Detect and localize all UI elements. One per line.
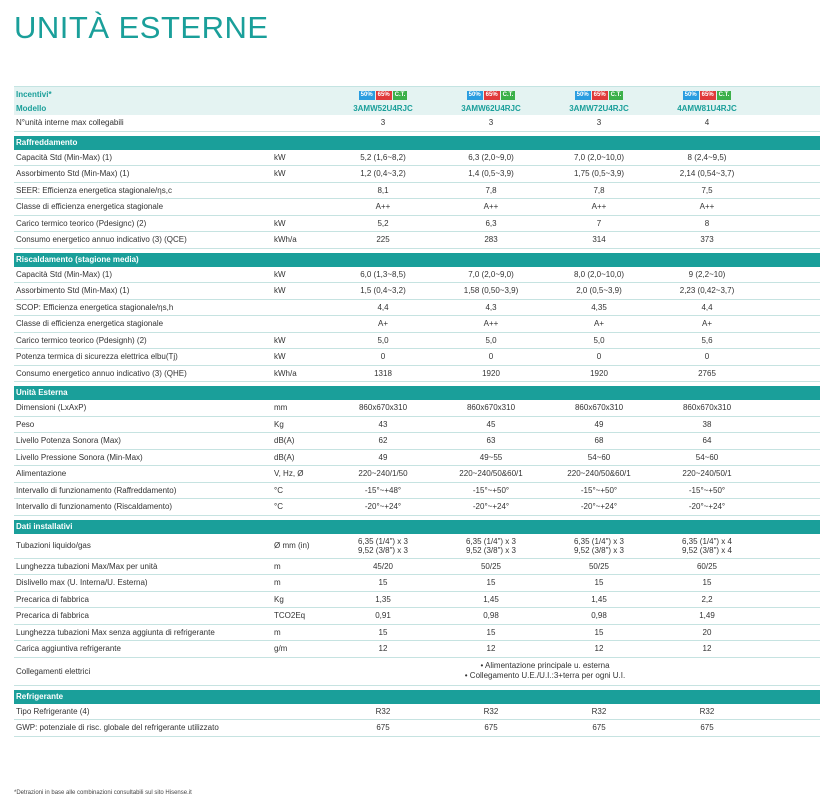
row-value: 6,3 (2,0~9,0) xyxy=(468,152,514,162)
row-value: 15 xyxy=(486,578,496,588)
row-value: 12 xyxy=(486,644,496,654)
row-value: 373 xyxy=(700,235,714,245)
row-unit: g/m xyxy=(274,644,288,654)
row-value: A++ xyxy=(699,202,715,212)
row-value: R32 xyxy=(591,706,607,716)
row-value: 7,5 xyxy=(701,185,713,195)
row-value: 1,58 (0,50~3,9) xyxy=(463,286,519,296)
incentive-badges xyxy=(329,89,437,100)
table-row xyxy=(14,199,820,216)
row-value: -15°~+50° xyxy=(472,485,510,495)
row-unit: m xyxy=(274,627,281,637)
row-value: 60/25 xyxy=(696,561,718,571)
badge-50: 50% xyxy=(360,91,373,98)
row-unit: dB(A) xyxy=(274,452,295,462)
incentive-badges xyxy=(545,89,653,100)
row-value: A++ xyxy=(483,202,499,212)
badge-ct: C.T. xyxy=(394,91,406,98)
badge-50: 50% xyxy=(576,91,589,98)
row-label: Intervallo di funzionamento (Raffreddamento) xyxy=(16,485,177,495)
row-value: 0 xyxy=(380,352,386,362)
row-value: 860x670x310 xyxy=(466,403,516,413)
section-header: Unità Esterna xyxy=(14,386,820,400)
row-value: R32 xyxy=(483,706,499,716)
modello-label: Modello xyxy=(16,103,47,113)
row-value xyxy=(545,537,653,555)
incentivi-row xyxy=(14,87,820,101)
row-value: 3 xyxy=(488,118,494,128)
row-value: A+ xyxy=(701,319,712,329)
row-unit: m xyxy=(274,578,281,588)
row-value: -20°~+24° xyxy=(472,502,510,512)
table-row xyxy=(14,183,820,200)
row-label: Lunghezza tubazioni Max/Max per unità xyxy=(16,561,158,571)
row-value xyxy=(437,537,545,555)
row-unit: TCO2Eq xyxy=(274,611,306,621)
section-header: Raffreddamento xyxy=(14,136,820,150)
row-value: 38 xyxy=(702,419,712,429)
row-value: 0,98 xyxy=(591,611,607,621)
model-name: 3AMW52U4RJC xyxy=(353,103,413,113)
row-value: 54~60 xyxy=(695,452,719,462)
row-value: 0 xyxy=(488,352,494,362)
row-value: 63 xyxy=(486,436,496,446)
row-value: 5,0 xyxy=(485,335,497,345)
row-value: 15 xyxy=(486,627,496,637)
row-value: 0,98 xyxy=(483,611,499,621)
row-value: 1,49 xyxy=(699,611,715,621)
row-value: 860x670x310 xyxy=(574,403,624,413)
table-row xyxy=(14,267,820,284)
row-value: 2,14 (0,54~3,7) xyxy=(679,169,735,179)
row-value: 2765 xyxy=(698,368,716,378)
row-value: 12 xyxy=(702,644,712,654)
row-value: 220~240/50&60/1 xyxy=(567,469,631,479)
footnote: *Detrazioni in base alle combinazioni consultabili sul sito Hisense.it xyxy=(14,790,192,796)
row-value: 68 xyxy=(594,436,604,446)
table-row xyxy=(14,483,820,500)
row-value: 49~55 xyxy=(479,452,503,462)
row-unit: kWh/a xyxy=(274,235,297,245)
row-value: 8,1 xyxy=(377,185,389,195)
table-row xyxy=(14,658,820,686)
row-unit: kW xyxy=(274,352,286,362)
table-row xyxy=(14,417,820,434)
row-value: 4,4 xyxy=(701,302,713,312)
table-row xyxy=(14,534,820,559)
spec-table xyxy=(14,86,820,737)
table-row xyxy=(14,349,820,366)
row-value: 5,2 xyxy=(377,218,389,228)
row-value: 8 (2,4~9,5) xyxy=(687,152,727,162)
row-unit: °C xyxy=(274,502,283,512)
row-value: 20 xyxy=(702,627,712,637)
row-label: Capacità Std (Min-Max) (1) xyxy=(16,152,113,162)
row-value: 43 xyxy=(378,419,388,429)
row-value: 2,23 (0,42~3,7) xyxy=(679,286,735,296)
table-row xyxy=(14,366,820,383)
row-value: 7 xyxy=(596,218,602,228)
table-row xyxy=(14,433,820,450)
row-value: 675 xyxy=(592,723,606,733)
row-value: 49 xyxy=(594,419,604,429)
row-value: 7,0 (2,0~9,0) xyxy=(468,269,514,279)
incentive-badges xyxy=(437,89,545,100)
row-value: 675 xyxy=(484,723,498,733)
row-value: 15 xyxy=(594,627,604,637)
row-value: 8,0 (2,0~10,0) xyxy=(573,269,625,279)
table-row xyxy=(14,232,820,249)
row-value: 1,75 (0,5~3,9) xyxy=(573,169,625,179)
row-label: SEER: Efficienza energetica stagionale/ηs,c xyxy=(16,185,172,195)
row-value: -15°~+50° xyxy=(580,485,618,495)
row-value: 12 xyxy=(594,644,604,654)
badge-65: 65% xyxy=(377,91,390,98)
row-label: Dimensioni (LxAxP) xyxy=(16,403,87,413)
collegamenti-line: • Alimentazione principale u. esterna xyxy=(480,661,610,670)
table-row xyxy=(14,592,820,609)
row-unit: Kg xyxy=(274,594,284,604)
model-name: 3AMW72U4RJC xyxy=(569,103,629,113)
row-value: 6,3 xyxy=(485,218,497,228)
collegamenti-value xyxy=(329,661,761,681)
row-unit: V, Hz, Ø xyxy=(274,469,304,479)
row-value: 4,35 xyxy=(591,302,607,312)
table-row xyxy=(14,499,820,516)
row-value: 1,35 xyxy=(375,594,391,604)
row-value: 6,0 (1,3~8,5) xyxy=(360,269,406,279)
row-label: Intervallo di funzionamento (Riscaldamento) xyxy=(16,502,173,512)
row-unit: dB(A) xyxy=(274,436,295,446)
table-row xyxy=(14,166,820,183)
row-value: 283 xyxy=(484,235,498,245)
row-label: Precarica di fabbrica xyxy=(16,594,89,604)
row-value xyxy=(653,537,761,555)
table-row xyxy=(14,216,820,233)
table-row xyxy=(14,333,820,350)
row-unit: kW xyxy=(274,269,286,279)
row-unit: °C xyxy=(274,485,283,495)
row-label: Dislivello max (U. Interna/U. Esterna) xyxy=(16,578,148,588)
row-value: 4,3 xyxy=(485,302,497,312)
table-row xyxy=(14,575,820,592)
row-value: 1,45 xyxy=(591,594,607,604)
value-line-2: 9,52 (3/8") x 3 xyxy=(574,545,624,555)
badge-50: 50% xyxy=(684,91,697,98)
collegamenti-line: • Collegamento U.E./U.I.:3+terra per ogni U.I. xyxy=(464,671,626,680)
row-label: Lunghezza tubazioni Max senza aggiunta di refrigerante xyxy=(16,627,215,637)
row-label: Precarica di fabbrica xyxy=(16,611,89,621)
modello-row xyxy=(14,101,820,115)
row-value: R32 xyxy=(375,706,391,716)
row-value: 3 xyxy=(596,118,602,128)
row-label: SCOP: Efficienza energetica stagionale/ηs,h xyxy=(16,302,174,312)
row-value: A+ xyxy=(377,319,388,329)
row-value: 1920 xyxy=(590,368,608,378)
row-value: 12 xyxy=(378,644,388,654)
row-label: Carico termico teorico (Pdesignc) (2) xyxy=(16,218,147,228)
badge-65: 65% xyxy=(593,91,606,98)
row-value: 0 xyxy=(704,352,710,362)
row-value: A++ xyxy=(591,202,607,212)
badge-50: 50% xyxy=(468,91,481,98)
table-row xyxy=(14,400,820,417)
badge-65: 65% xyxy=(701,91,714,98)
section-header: Refrigerante xyxy=(14,690,820,704)
table-row xyxy=(14,316,820,333)
table-row xyxy=(14,608,820,625)
row-value: 3 xyxy=(380,118,386,128)
table-row xyxy=(14,283,820,300)
row-value: 0,91 xyxy=(375,611,391,621)
row-value: -20°~+24° xyxy=(580,502,618,512)
value-line-1: 6,35 (1/4") x 3 xyxy=(466,536,516,546)
row-value: 1,4 (0,5~3,9) xyxy=(468,169,514,179)
row-value: 9 (2,2~10) xyxy=(688,269,726,279)
row-value: 50/25 xyxy=(588,561,610,571)
model-name: 4AMW81U4RJC xyxy=(677,103,737,113)
row-label: Classe di efficienza energetica stagionale xyxy=(16,202,164,212)
row-value: 2,0 (0,5~3,9) xyxy=(576,286,622,296)
row-value: 0 xyxy=(596,352,602,362)
row-value: 1,5 (0,4~3,2) xyxy=(360,286,406,296)
row-value: 225 xyxy=(376,235,390,245)
value-line-1: 6,35 (1/4") x 4 xyxy=(682,536,732,546)
model-name: 3AMW62U4RJC xyxy=(461,103,521,113)
row-value: -20°~+24° xyxy=(688,502,726,512)
row-label: GWP: potenziale di risc. globale del refrigerante utilizzato xyxy=(16,723,219,733)
row-value: 7,8 xyxy=(593,185,605,195)
row-value: 45 xyxy=(486,419,496,429)
row-value: 7,8 xyxy=(485,185,497,195)
badge-ct: C.T. xyxy=(610,91,622,98)
table-row xyxy=(14,641,820,658)
row-label: Tubazioni liquido/gas xyxy=(16,541,91,550)
row-value: 5,6 xyxy=(701,335,713,345)
row-value: 15 xyxy=(378,578,388,588)
table-row xyxy=(14,625,820,642)
row-value: 1920 xyxy=(482,368,500,378)
page-title: UNITÀ ESTERNE xyxy=(14,10,269,45)
row-value: 5,0 xyxy=(593,335,605,345)
section-header: Riscaldamento (stagione media) xyxy=(14,253,820,267)
row-value: R32 xyxy=(699,706,715,716)
row-unit: kW xyxy=(274,152,286,162)
row-label: N°unità interne max collegabili xyxy=(16,118,124,128)
row-value: 2,2 xyxy=(701,594,713,604)
row-unit: kW xyxy=(274,286,286,296)
value-line-1: 6,35 (1/4") x 3 xyxy=(358,536,408,546)
value-line-2: 9,52 (3/8") x 4 xyxy=(682,545,732,555)
row-value: 675 xyxy=(700,723,714,733)
row-value: 5,0 xyxy=(377,335,389,345)
badge-65: 65% xyxy=(485,91,498,98)
row-value: 15 xyxy=(594,578,604,588)
row-label: Capacità Std (Min-Max) (1) xyxy=(16,269,113,279)
row-label: Classe di efficienza energetica stagionale xyxy=(16,319,164,329)
row-value: -15°~+50° xyxy=(688,485,726,495)
table-row xyxy=(14,150,820,167)
row-value: 860x670x310 xyxy=(682,403,732,413)
row-value: 49 xyxy=(378,452,388,462)
row-value: 220~240/50&60/1 xyxy=(459,469,523,479)
row-unit: kWh/a xyxy=(274,368,297,378)
row-label: Assorbimento Std (Min-Max) (1) xyxy=(16,286,130,296)
row-value: 314 xyxy=(592,235,606,245)
row-value: 50/25 xyxy=(480,561,502,571)
row-value: A++ xyxy=(375,202,391,212)
row-value: A+ xyxy=(593,319,604,329)
badge-ct: C.T. xyxy=(502,91,514,98)
row-label: Carica aggiuntiva refrigerante xyxy=(16,644,121,654)
value-line-1: 6,35 (1/4") x 3 xyxy=(574,536,624,546)
row-unit: mm xyxy=(274,403,288,413)
row-label: Peso xyxy=(16,419,35,429)
badge-ct: C.T. xyxy=(718,91,730,98)
row-label: Tipo Refrigerante (4) xyxy=(16,706,90,716)
incentive-badges xyxy=(653,89,761,100)
row-value: 7,0 (2,0~10,0) xyxy=(573,152,625,162)
row-value: 220~240/50/1 xyxy=(682,469,732,479)
row-unit: Kg xyxy=(274,419,284,429)
row-value: 4,4 xyxy=(377,302,389,312)
row-label: Livello Pressione Sonora (Min-Max) xyxy=(16,452,143,462)
table-row xyxy=(14,466,820,483)
row-unit: m xyxy=(274,561,281,571)
row-value: 4 xyxy=(704,118,710,128)
row-value: 15 xyxy=(702,578,712,588)
incentivi-label: Incentivi* xyxy=(16,89,52,99)
row-label: Potenza termica di sicurezza elettrica elbu(Tj) xyxy=(16,352,178,362)
table-row xyxy=(14,704,820,721)
row-value: 45/20 xyxy=(372,561,394,571)
row-value: 64 xyxy=(702,436,712,446)
section-header: Dati installativi xyxy=(14,520,820,534)
table-row xyxy=(14,115,820,132)
row-value: 15 xyxy=(378,627,388,637)
row-value: 54~60 xyxy=(587,452,611,462)
row-value: A++ xyxy=(483,319,499,329)
row-value: -15°~+48° xyxy=(364,485,402,495)
value-line-2: 9,52 (3/8") x 3 xyxy=(466,545,516,555)
row-value: 220~240/1/50 xyxy=(358,469,408,479)
row-unit: kW xyxy=(274,335,286,345)
row-unit: kW xyxy=(274,218,286,228)
row-value xyxy=(329,537,437,555)
row-label: Collegamenti elettrici xyxy=(16,666,91,676)
row-value: 1,45 xyxy=(483,594,499,604)
row-label: Consumo energetico annuo indicativo (3) (QCE) xyxy=(16,235,187,245)
row-label: Consumo energetico annuo indicativo (3) (QHE) xyxy=(16,368,187,378)
table-row xyxy=(14,720,820,737)
table-row xyxy=(14,300,820,317)
table-row xyxy=(14,450,820,467)
row-value: 5,2 (1,6~8,2) xyxy=(360,152,406,162)
table-row xyxy=(14,559,820,576)
row-value: 62 xyxy=(378,436,388,446)
row-value: 675 xyxy=(376,723,390,733)
row-value: 1318 xyxy=(374,368,392,378)
row-unit: Ø mm (in) xyxy=(274,541,310,550)
value-line-2: 9,52 (3/8") x 3 xyxy=(358,545,408,555)
row-value: 860x670x310 xyxy=(358,403,408,413)
row-value: 1,2 (0,4~3,2) xyxy=(360,169,406,179)
row-label: Carico termico teorico (Pdesignh) (2) xyxy=(16,335,147,345)
row-label: Alimentazione xyxy=(16,469,67,479)
row-value: 8 xyxy=(704,218,710,228)
table-header xyxy=(14,86,820,115)
row-label: Livello Potenza Sonora (Max) xyxy=(16,436,121,446)
row-unit: kW xyxy=(274,169,286,179)
row-label: Assorbimento Std (Min-Max) (1) xyxy=(16,169,130,179)
row-value: -20°~+24° xyxy=(364,502,402,512)
